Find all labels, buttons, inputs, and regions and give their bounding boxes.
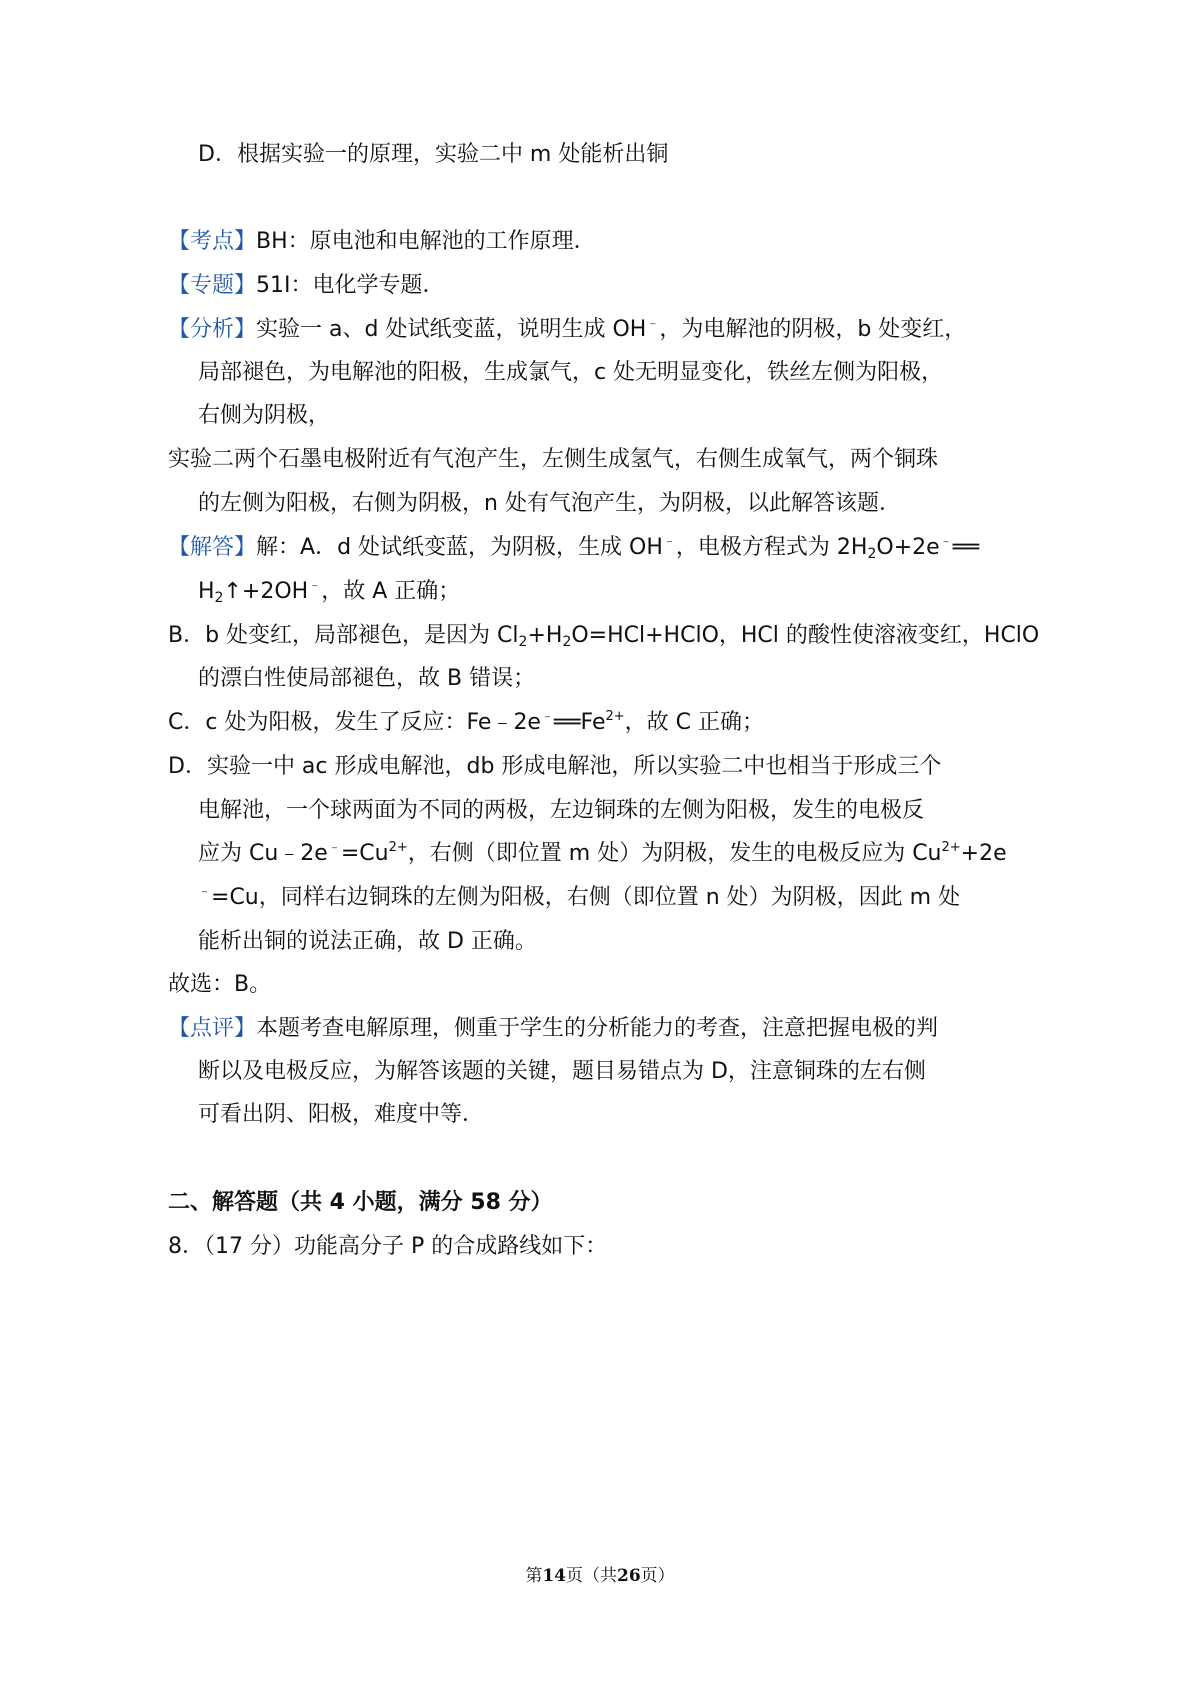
- jieda-text: ，故 A 正确；: [321, 579, 461, 604]
- answer-select-line: 故选：B。: [168, 972, 272, 997]
- jieda-b-line-1: [168, 621, 1039, 651]
- superscript: ﹣: [540, 709, 554, 724]
- jieda-text: 解：A．d 处试纸变蓝，为阴极，生成 OH: [256, 535, 663, 560]
- footer-text: 页）: [640, 1566, 675, 1586]
- fenxi-line-3: 右侧为阴极，: [198, 403, 331, 428]
- subscript: 2: [562, 634, 572, 650]
- jieda-text: =Cu: [340, 841, 389, 866]
- jieda-text: =Cu，同样右边铜珠的左侧为阳极，右侧（即位置 n 处）为阴极，因此 m 处: [211, 885, 961, 910]
- fenxi-line-1: [168, 315, 966, 345]
- jieda-line-1: [168, 533, 979, 563]
- jieda-text: B．b 处变红，局部褪色，是因为 Cl: [168, 623, 519, 648]
- page-number: 14: [542, 1566, 566, 1586]
- jieda-text: O=HCl+HClO，HCl 的酸性使溶液变红，HClO: [571, 623, 1040, 648]
- jieda-text: +H: [527, 623, 563, 648]
- jieda-text: ，电极方程式为 2H: [675, 535, 868, 560]
- dianping-line-2: 断以及电极反应，为解答该题的关键，题目易错点为 D，注意铜珠的左右侧: [198, 1059, 926, 1084]
- fenxi-line-4: 实验二两个石墨电极附近有气泡产生，左侧生成氢气，右侧生成氧气，两个铜珠: [168, 447, 939, 472]
- jieda-text: +2e: [960, 841, 1007, 866]
- section-heading: 二、解答题（共 4 小题，满分 58 分）: [168, 1190, 553, 1215]
- superscript: ﹣: [646, 316, 660, 331]
- page-footer: [0, 1561, 1200, 1586]
- kaodian-line: [168, 227, 596, 257]
- zhuanti-tag: 【专题】: [168, 273, 257, 298]
- zhuanti-line: [168, 271, 445, 301]
- footer-text: 页（共: [566, 1566, 617, 1586]
- jieda-text: H: [198, 579, 215, 604]
- jieda-d-line-2: 电解池，一个球两面为不同的两极，左边铜珠的左侧为阳极，发生的电极反: [198, 798, 925, 823]
- option-d-line: D．根据实验一的原理，实验二中 m 处能析出铜: [198, 142, 669, 167]
- footer-text: 第: [525, 1566, 543, 1586]
- dianping-text: 本题考查电解原理，侧重于学生的分析能力的考查，注意把握电极的判: [256, 1016, 939, 1041]
- jieda-text: ，右侧（即位置 m 处）为阴极，发生的电极反应为 Cu: [407, 841, 942, 866]
- jieda-text: O+2e: [876, 535, 940, 560]
- kaodian-text: BH：原电池和电解池的工作原理．: [256, 229, 596, 254]
- superscript: 2+: [388, 840, 408, 855]
- jieda-d-line-5: 能析出铜的说法正确，故 D 正确。: [198, 929, 537, 954]
- jieda-d-line-1: D．实验一中 ac 形成电解池，db 形成电解池，所以实验二中也相当于形成三个: [168, 754, 942, 779]
- superscript: ﹣: [198, 884, 212, 899]
- subscript: 2: [214, 590, 224, 606]
- subscript: 2: [867, 546, 877, 562]
- superscript: ﹣: [327, 840, 341, 855]
- jieda-d-line-4: [198, 883, 960, 913]
- jieda-text: ，故 C 正确；: [624, 710, 765, 735]
- jieda-text: ↑+2OH: [223, 579, 309, 604]
- superscript: ﹣: [308, 578, 322, 593]
- jieda-text: ══Fe: [554, 710, 606, 735]
- subscript: 2: [518, 634, 528, 650]
- jieda-b-line-2: 的漂白性使局部褪色，故 B 错误；: [198, 666, 536, 691]
- fenxi-tag: 【分析】: [168, 317, 257, 342]
- superscript: 2+: [605, 709, 625, 724]
- jieda-text: 应为 Cu﹣2e: [198, 841, 328, 866]
- fenxi-line-5: 的左侧为阳极，右侧为阴极，n 处有气泡产生，为阴极，以此解答该题．: [198, 491, 901, 516]
- dianping-line-3: 可看出阴、阳极，难度中等．: [198, 1102, 485, 1127]
- fenxi-text: ，为电解池的阴极，b 处变红，: [659, 317, 967, 342]
- superscript: 2+: [941, 840, 961, 855]
- jieda-text: C．c 处为阳极，发生了反应：Fe﹣2e: [168, 710, 541, 735]
- fenxi-line-2: 局部褪色，为电解池的阳极，生成氯气，c 处无明显变化，铁丝左侧为阳极，: [198, 360, 944, 385]
- jieda-tag: 【解答】: [168, 535, 257, 560]
- jieda-text: ══: [952, 535, 980, 560]
- question-8-line: 8．（17 分）功能高分子 P 的合成路线如下：: [168, 1234, 608, 1259]
- page-total: 26: [617, 1566, 641, 1586]
- zhuanti-text: 51I：电化学专题．: [256, 273, 445, 298]
- dianping-tag: 【点评】: [168, 1016, 257, 1041]
- superscript: ﹣: [939, 534, 953, 549]
- dianping-line-1: [168, 1014, 938, 1044]
- fenxi-text: 实验一 a、d 处试纸变蓝，说明生成 OH: [256, 317, 647, 342]
- jieda-line-2: [198, 577, 460, 607]
- superscript: ﹣: [662, 534, 676, 549]
- kaodian-tag: 【考点】: [168, 229, 257, 254]
- jieda-c-line: [168, 708, 764, 738]
- jieda-d-line-3: [198, 839, 1007, 869]
